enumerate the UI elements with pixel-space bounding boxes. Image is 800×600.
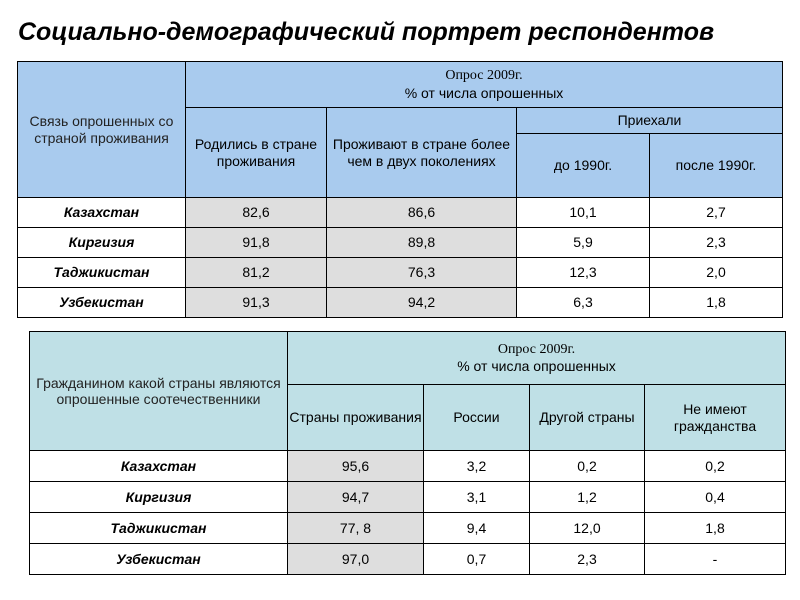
table-cell: 2,0 bbox=[650, 258, 783, 288]
country-name: Таджикистан bbox=[30, 513, 288, 544]
table-cell: 5,9 bbox=[517, 228, 650, 258]
table1-survey-header bbox=[186, 62, 783, 108]
table2-col-russia: России bbox=[424, 385, 530, 451]
country-name: Казахстан bbox=[30, 451, 288, 482]
table1-col-arrived: Приехали bbox=[517, 108, 783, 134]
table1-col-born: Родились в стране проживания bbox=[186, 108, 327, 198]
table-cell: 1,2 bbox=[530, 482, 645, 513]
table1-col-generations: Проживают в стране более чем в двух поколениях bbox=[327, 108, 517, 198]
country-name: Киргизия bbox=[30, 482, 288, 513]
country-name: Казахстан bbox=[18, 198, 186, 228]
country-name: Узбекистан bbox=[18, 288, 186, 318]
table-cell: 0,4 bbox=[645, 482, 786, 513]
table2-col-other: Другой страны bbox=[530, 385, 645, 451]
table-cell: 10,1 bbox=[517, 198, 650, 228]
table1-corner-header: Связь опрошенных со страной проживания bbox=[18, 62, 186, 198]
table2-col-none: Не имеют гражданства bbox=[645, 385, 786, 451]
table2-col-residence: Страны проживания bbox=[288, 385, 424, 451]
table-cell: 91,3 bbox=[186, 288, 327, 318]
table-cell: 97,0 bbox=[288, 544, 424, 575]
table-cell: 9,4 bbox=[424, 513, 530, 544]
birth-connection-table bbox=[17, 61, 783, 318]
table-cell: 3,1 bbox=[424, 482, 530, 513]
table-cell: 2,3 bbox=[530, 544, 645, 575]
table-cell: 1,8 bbox=[645, 513, 786, 544]
table2-survey-subtitle: % от числа опрошенных bbox=[457, 358, 616, 374]
table1-survey-subtitle: % от числа опрошенных bbox=[404, 84, 564, 101]
citizenship-table bbox=[29, 331, 786, 575]
table2-survey-title: Опрос 2009г. bbox=[497, 341, 576, 357]
table-cell: 0,2 bbox=[645, 451, 786, 482]
table-cell: 12,0 bbox=[530, 513, 645, 544]
table-cell: 12,3 bbox=[517, 258, 650, 288]
table-row bbox=[30, 544, 786, 575]
country-name: Киргизия bbox=[18, 228, 186, 258]
table-cell: 95,6 bbox=[288, 451, 424, 482]
table1-survey-title: Опрос 2009г. bbox=[445, 68, 523, 84]
table-cell: 6,3 bbox=[517, 288, 650, 318]
table2-survey-header bbox=[288, 332, 786, 385]
table-cell: 82,6 bbox=[186, 198, 327, 228]
table-cell: 1,8 bbox=[650, 288, 783, 318]
table-cell: 86,6 bbox=[327, 198, 517, 228]
country-name: Узбекистан bbox=[30, 544, 288, 575]
table1-col-after-1990: после 1990г. bbox=[650, 134, 783, 198]
table-cell: - bbox=[645, 544, 786, 575]
table-cell: 81,2 bbox=[186, 258, 327, 288]
table-cell: 3,2 bbox=[424, 451, 530, 482]
country-name: Таджикистан bbox=[18, 258, 186, 288]
table-cell: 94,2 bbox=[327, 288, 517, 318]
table-row bbox=[30, 451, 786, 482]
table-cell: 2,3 bbox=[650, 228, 783, 258]
table-cell: 76,3 bbox=[327, 258, 517, 288]
table-cell: 0,7 bbox=[424, 544, 530, 575]
table-row bbox=[18, 228, 783, 258]
table2-corner-header: Гражданином какой страны являются опрошенные соотечественники bbox=[30, 332, 288, 451]
table-cell: 2,7 bbox=[650, 198, 783, 228]
table-cell: 77, 8 bbox=[288, 513, 424, 544]
table-row bbox=[30, 513, 786, 544]
table-cell: 91,8 bbox=[186, 228, 327, 258]
page-title: Социально-демографический портрет респондентов bbox=[18, 18, 715, 46]
table1-col-before-1990: до 1990г. bbox=[517, 134, 650, 198]
table-cell: 89,8 bbox=[327, 228, 517, 258]
table-cell: 94,7 bbox=[288, 482, 424, 513]
table-row bbox=[18, 198, 783, 228]
table-row bbox=[18, 258, 783, 288]
table-row bbox=[18, 288, 783, 318]
table-cell: 0,2 bbox=[530, 451, 645, 482]
table-row bbox=[30, 482, 786, 513]
